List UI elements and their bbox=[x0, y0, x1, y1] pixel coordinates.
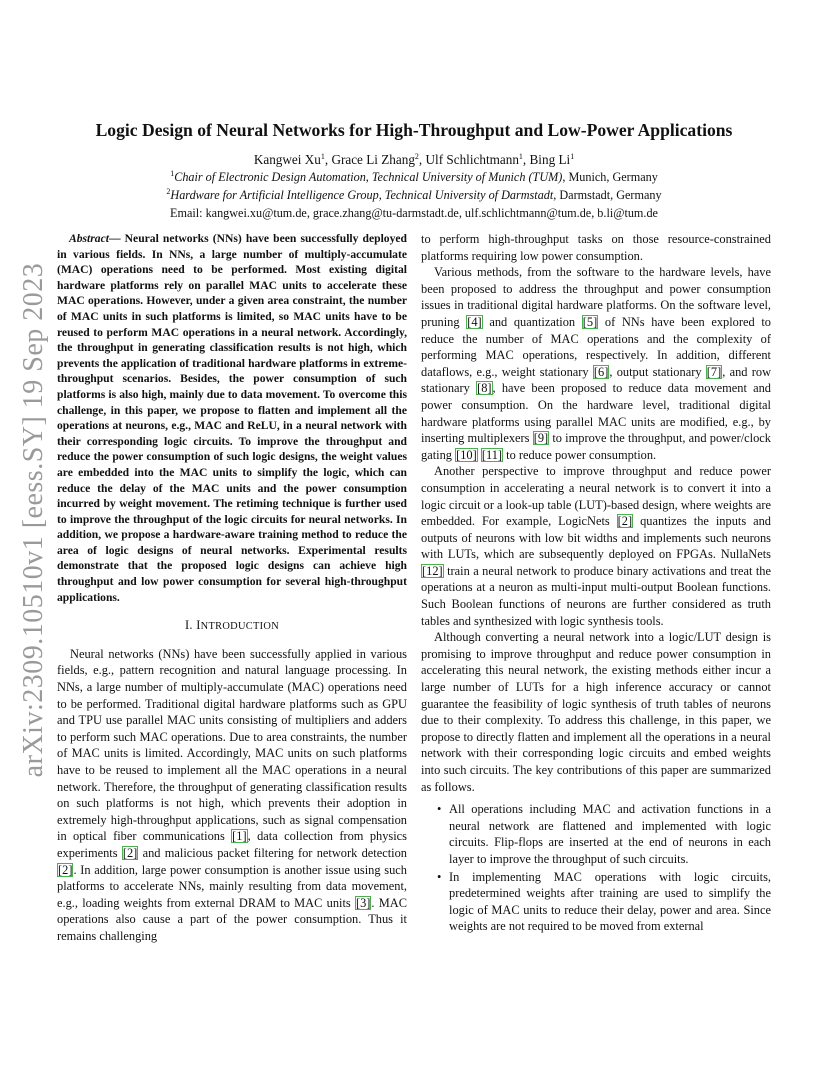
citation-link[interactable]: [12] bbox=[422, 563, 443, 578]
right-column bbox=[421, 231, 771, 936]
paragraph-text: Various methods, from the software to the hardware levels, have been proposed to address the throughput and power consumption issues in traditional digital hardware platforms. On the software level, pruning bbox=[421, 265, 771, 329]
paragraph-text: quantizes the inputs and outputs of neurons with low bit widths and implements such neurons with LUTs, which are subsequently deployed on FPGAs. NullaNets bbox=[421, 514, 771, 562]
citation-link[interactable]: [8] bbox=[477, 381, 492, 396]
citation-link[interactable]: [6] bbox=[593, 364, 609, 379]
paragraph-text: to reduce power consumption. bbox=[503, 447, 657, 462]
citation-link[interactable]: [2] bbox=[122, 845, 138, 860]
abstract-text: Neural networks (NNs) have been successfully deployed in various fields. In NNs, a large number of multiply-accumulate (MAC) operations need to be performed. Most existing digital hardware platforms rely on parallel MAC units to accelerate these MAC operations. However, under a given area constraint, the number of MAC units in such platforms is limited, so MAC units have to be reused to perform MAC operations in a neural network. Accordingly, the throughput in generating classification results is not high, which prevents the application of traditional hardware platforms in extreme-throughput scenarios. Besides, the power consumption of such platforms is also high, mainly due to data movement. To overcome this challenge, in this paper, we propose to flatten and implement all the operations at neurons, e.g., MAC and ReLU, in a neural network with their corresponding logic circuits. To improve the throughput and reduce the power consumption of such logic designs, the weight values are embedded into the MAC units to simplify the logic, which can reduce the delay of the MAC units and the power consumption incurred by weight movement. The retiming technique is further used to improve the throughput of the logic circuits for neural networks. In addition, we propose a hardware-aware training method to reduce the area of logic designs of neural networks. Experimental results demonstrate that the proposed logic designs can achieve high throughput and low power consumption for several high-throughput applications. bbox=[57, 232, 407, 604]
list-item bbox=[421, 801, 771, 867]
citation-link[interactable]: [5] bbox=[582, 314, 598, 329]
citation-link[interactable]: [9] bbox=[533, 431, 549, 446]
paragraph-text: , have been proposed to reduce data movement and power consumption. On the hardware level, traditional digital hardware platforms using parallel MAC units are modified, e.g., by inserting multiplexers bbox=[421, 381, 771, 446]
section-heading-introduction bbox=[57, 617, 407, 636]
abstract bbox=[57, 231, 407, 605]
bullet-icon: • bbox=[437, 869, 442, 884]
paragraph-text: Another perspective to improve throughput and reduce power consumption in accelerating a neural network is to convert it into a logic circuit or a look-up table (LUT)-based design, where weights are embedded. For example, LogicNets bbox=[421, 464, 771, 529]
section-smallcaps: NTRODUCTION bbox=[200, 621, 279, 633]
affiliation-1 bbox=[60, 169, 768, 186]
paragraph-text: , and row stationary bbox=[421, 364, 772, 396]
section-first-letter: I bbox=[196, 618, 201, 633]
paragraph-text: , output stationary bbox=[609, 364, 706, 379]
citation-link[interactable]: [3] bbox=[355, 895, 371, 910]
affiliation-location: , Darmstadt, Germany bbox=[553, 188, 662, 202]
affiliation-2 bbox=[60, 187, 768, 204]
paragraph-text: Neural networks (NNs) have been successfully applied in various fields, e.g., pattern recognition and natural language processing. In NNs, a large number of multiply-accumulate (MAC) operations need to be performed. Traditional digital hardware platforms such as GPU and TPU use parallel MAC units consisting of multipliers and adders to perform such MAC operations. Due to area constraints, the number of MAC units is limited. Accordingly, MAC units on such platforms have to be reused to implement all the MAC operations in a neural network. Therefore, the throughput of generating classification results on such platforms is not high, which prevents their adoption in extremely high-throughput applications, such as signal compensation in optical fiber communications bbox=[57, 646, 407, 844]
intro-paragraph-1 bbox=[57, 646, 407, 945]
citation-link[interactable]: [4] bbox=[467, 314, 482, 329]
paragraph-text: to improve the throughput, and power/clock gating bbox=[421, 431, 772, 462]
paragraph-text: . In addition, large power consumption is another issue using such platforms to accelerate NNs, mainly resulting from data movement, e.g., loading weights from external DRAM to MAC units bbox=[57, 862, 407, 910]
citation-link[interactable]: [2] bbox=[58, 862, 73, 877]
list-item-text: All operations including MAC and activation functions in a neural network are flattened and implemented with logic circuits. Flip-flops are inserted at the end of neurons in each layer to improve the throughput of such circuits. bbox=[449, 802, 771, 866]
author-name: Ulf Schlichtmann bbox=[425, 152, 519, 167]
author-name: Kangwei Xu bbox=[253, 152, 321, 167]
affiliation-sup: 1 bbox=[170, 169, 175, 178]
continued-paragraph: to perform high-throughput tasks on those resource-constrained platforms requiring low power consumption. bbox=[421, 232, 771, 263]
author-list: Kangwei Xu$^1$, Grace Li Zhang$^2$, Ulf Schlichtmann$^1$, Bing Li$^1$ bbox=[253, 152, 575, 167]
citation-link[interactable]: [11] bbox=[481, 447, 503, 462]
arxiv-side-identifier bbox=[6, 240, 62, 800]
affiliation-sup: 2 bbox=[166, 187, 171, 196]
bullet-icon: • bbox=[437, 802, 442, 817]
paragraph-text: . MAC operations also cause a part of the power consumption. Thus it remains challenging bbox=[57, 895, 407, 943]
paragraph-text: train a neural network to produce binary activations and treat the operations at a neuron as multi-input multi-output Boolean functions. Such Boolean functions of neurons are further considered as truth tables and synthesized with logic synthesis tools. bbox=[421, 563, 771, 628]
paragraph-text: and malicious packet filtering for network detection bbox=[138, 845, 407, 860]
affiliation-location: , Munich, Germany bbox=[562, 170, 658, 184]
citation-link[interactable]: [2] bbox=[617, 514, 633, 529]
list-item bbox=[421, 869, 771, 935]
abstract-separator: — bbox=[108, 232, 125, 245]
author-name: Bing Li bbox=[529, 152, 571, 167]
author-sup: 1 bbox=[320, 152, 325, 161]
author-sup: 1 bbox=[570, 152, 575, 161]
citation-link[interactable]: [10] bbox=[456, 447, 477, 462]
intro-paragraph-2 bbox=[421, 264, 771, 463]
affiliation-name: Chair of Electronic Design Automation, Technical University of Munich (TUM) bbox=[174, 170, 563, 184]
intro-paragraph-4: Although converting a neural network into a logic/LUT design is promising to improve throughput and reduce power consumption in accelerating this neural network, the existing methods either incur a large number of LUTs for a high inference accuracy or cannot guarantee the feasibility of logic synthesis of truth tables of neurons due to their complexity. To address this challenge, in this paper, we propose to directly flatten and implement all the operations in a neural network with their corresponding logic circuits and embed weights into such circuits. The key contributions of this paper are summarized as follows. bbox=[421, 630, 771, 794]
author-name: Grace Li Zhang bbox=[331, 152, 415, 167]
paragraph-text: of NNs have been explored to reduce the number of MAC operations and the complexity of performing MAC operations, respectively. In addition, different dataflows, e.g., weight stationary bbox=[421, 314, 771, 379]
author-sup: 1 bbox=[518, 152, 523, 161]
paragraph-text: and quantization bbox=[482, 314, 582, 329]
citation-link[interactable]: [1] bbox=[232, 829, 247, 844]
paragraph-text: , data collection from physics experiments bbox=[57, 829, 407, 860]
section-numeral: I. bbox=[184, 618, 197, 633]
affiliation-name: Hardware for Artificial Intelligence Group, Technical University of Darmstadt bbox=[170, 188, 554, 202]
arxiv-identifier-text: arXiv:2309.10510v1 [eess.SY] 19 Sep 2023 bbox=[18, 262, 49, 778]
intro-paragraph-3 bbox=[421, 463, 771, 629]
abstract-label: Abstract bbox=[69, 232, 109, 245]
author-sup: 2 bbox=[414, 152, 419, 161]
email-line: Email: kangwei.xu@tum.de, grace.zhang@tu-darmstadt.de, ulf.schlichtmann@tum.de, b.li@tum.de bbox=[170, 206, 658, 220]
list-item-text: In implementing MAC operations with logic circuits, predetermined weights after training are used to simplify the logic of MAC units to reduce their delay, power and area. Since weights are not required to be moved from external bbox=[449, 869, 771, 934]
paper-title: Logic Design of Neural Networks for High-Throughput and Low-Power Applications bbox=[95, 120, 733, 140]
left-column bbox=[57, 231, 407, 945]
citation-link[interactable]: [7] bbox=[706, 364, 722, 379]
contributions-list bbox=[421, 801, 771, 935]
